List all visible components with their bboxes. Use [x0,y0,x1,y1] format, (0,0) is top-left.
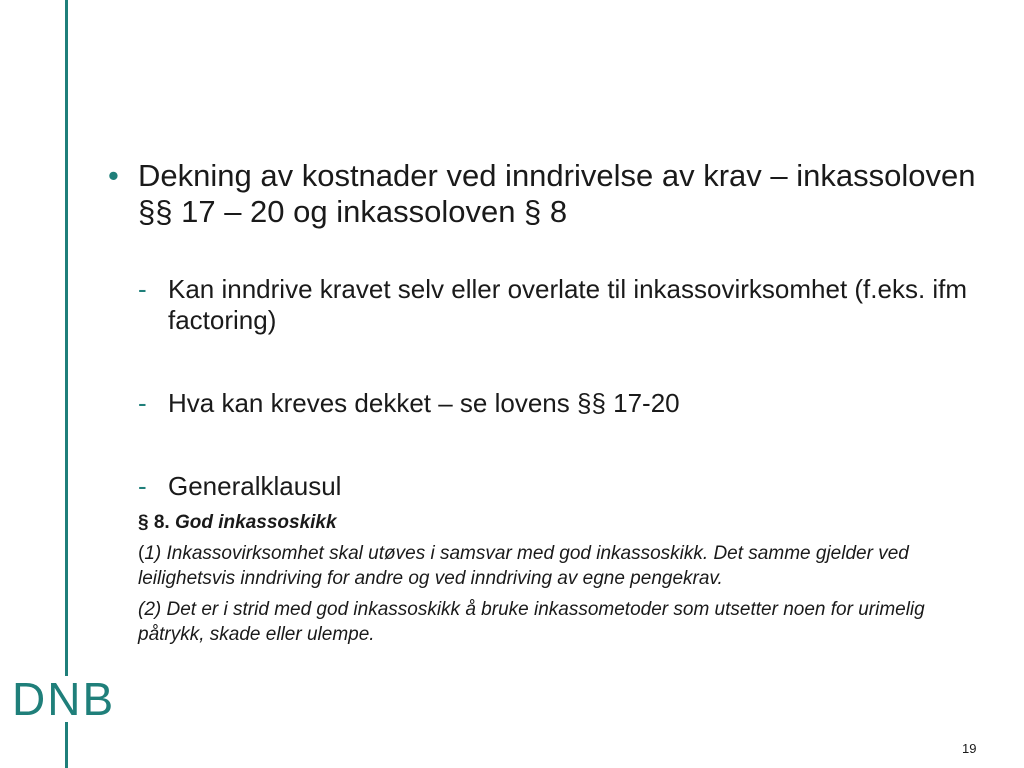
sub-item-3 [138,471,988,502]
slide-content [108,158,988,647]
sub-item-1 [138,274,988,336]
law-section-name: God inkassoskikk [174,512,337,533]
dash-mark: - [138,274,147,304]
bullet-mark: • [108,158,119,193]
sub-item-text: Kan inndrive kravet selv eller overlate til inkassovirksomhet (f.eks. ifm factoring) [168,274,968,335]
law-section-title [138,510,978,535]
sub-item-2 [138,388,988,419]
law-paragraph-1 [138,541,978,591]
dnb-logo: DNB [12,673,116,725]
law-section-number: § 8. [138,512,170,533]
dash-mark: - [138,471,147,501]
law-paragraph-1-open: ( [138,543,145,564]
page-number: 19 [962,741,977,756]
left-accent-line [65,0,68,768]
main-bullet-text: Dekning av kostnader ved inndrivelse av krav – inkassoloven §§ 17 – 20 og inkassoloven § 8 [138,158,976,229]
law-paragraph-2: (2) Det er i strid med god inkassoskikk å bruke inkassometoder som utsetter noen for urimelig påtrykk, skade eller ulempe. [138,599,925,645]
dash-mark: - [138,388,147,418]
main-bullet [108,158,988,230]
law-paragraph-1-text: 1) Inkassovirksomhet skal utøves i samsvar med god inkassoskikk. Det samme gjelder ved leilighetsvis inndriving for andre og ved inndriving av egne pengekrav. [138,543,909,589]
sub-item-text: Generalklausul [168,471,342,501]
law-excerpt [138,510,978,647]
sub-item-text: Hva kan kreves dekket – se lovens §§ 17-20 [168,388,680,418]
